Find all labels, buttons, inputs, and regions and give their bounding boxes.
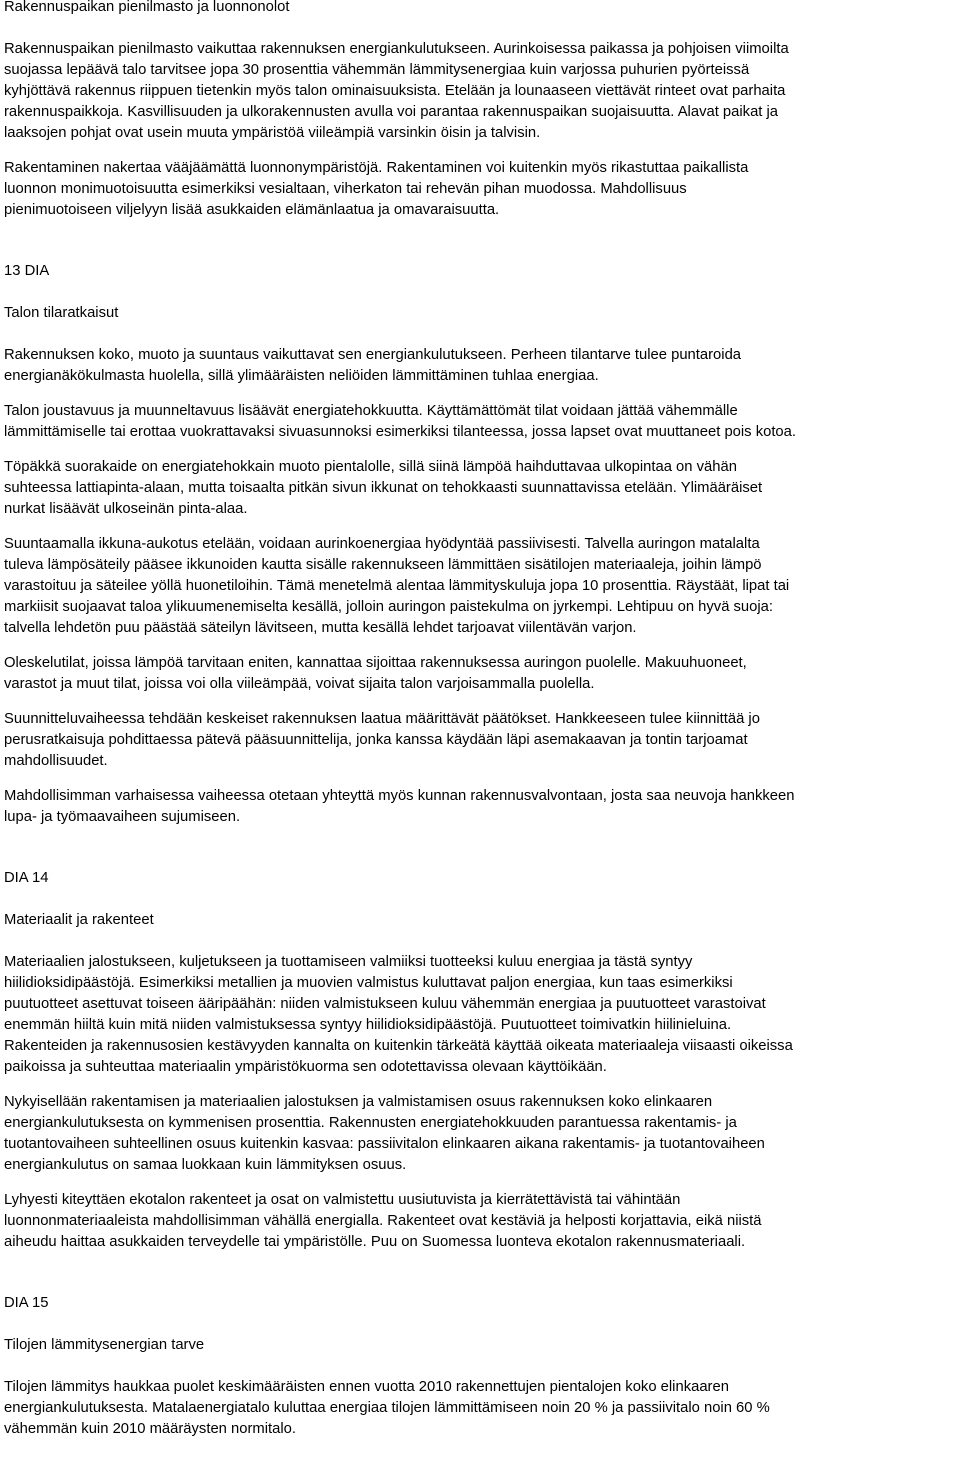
text-line: laaksojen pohjat ovat usein muuta ympäristöä viileämpiä varsinkin öisin ja talvisin. bbox=[4, 125, 541, 141]
spacer bbox=[4, 1078, 944, 1092]
spacer bbox=[4, 324, 944, 345]
text-line: Rakennuspaikan pienilmasto vaikuttaa rakennuksen energiankulutukseen. Aurinkoisessa paikassa ja pohjoisen viimoilta bbox=[4, 41, 789, 57]
text-line: Rakentaminen nakertaa vääjäämättä luonnonympäristöjä. Rakentaminen voi kuitenkin myös rikastuttaa paikallista bbox=[4, 160, 749, 176]
text-line: hiilidioksidipäästöjä. Esimerkiksi metallien ja muovien valmistus kuluttavat paljon energiaa, kun taas esimerkiksi bbox=[4, 975, 733, 991]
text-line: varastot ja muut tilat, joissa voi olla viileämpää, voivat sijaita talon varjoisammalla puolella. bbox=[4, 676, 595, 692]
spacer bbox=[4, 1356, 944, 1377]
paragraph bbox=[4, 653, 944, 695]
text-line: Tilojen lämmitysenergian tarve bbox=[4, 1337, 205, 1353]
text-line: Talon tilaratkaisut bbox=[4, 305, 119, 321]
paragraph bbox=[4, 457, 944, 520]
text-line: energiankulutuksesta. Matalaenergiatalo kuluttaa energiaa tilojen lämmittämiseen noin 20 % ja passiivitalo noin 60 % bbox=[4, 1400, 770, 1416]
spacer bbox=[4, 282, 944, 303]
text-line: vähemmän kuin 2010 määräysten normitalo. bbox=[4, 1421, 296, 1437]
slide-label bbox=[4, 868, 944, 889]
text-line: tuotantovaiheen suhteellinen osuus kuitenkin kasvaa: passiivitalon elinkaaren aikana rakentamis- ja tuotantovaiheen bbox=[4, 1136, 765, 1152]
text-line: suojassa lepäävä talo tarvitsee jopa 30 prosenttia vähemmän lämmitysenergiaa kuin varjossa puhurien pyörteissä bbox=[4, 62, 750, 78]
paragraph bbox=[4, 1377, 944, 1440]
spacer bbox=[4, 639, 944, 653]
paragraph bbox=[4, 1190, 944, 1253]
text-line: Töpäkkä suorakaide on energiatehokkain muoto pientalolle, sillä siinä lämpöä haihduttavaa ulkopintaa on vähän bbox=[4, 459, 737, 475]
section-heading bbox=[4, 910, 944, 931]
text-line: kyhjöttävä rakennus riippuen tietenkin myös talon ominaisuuksista. Etelään ja lounaaseen viettävät rinteet ovat parhaita bbox=[4, 83, 786, 99]
section-heading bbox=[4, 0, 944, 18]
section-heading bbox=[4, 1335, 944, 1356]
section-heading bbox=[4, 303, 944, 324]
text-line: talvella lehdetön puu päästää säteilyn lävitseen, mutta kesällä lehdet tarjoavat viilentävän varjon. bbox=[4, 620, 637, 636]
paragraph bbox=[4, 952, 944, 1078]
text-line: energianäkökulmasta huolella, sillä ylimääräisten neliöiden lämmittäminen tuhlaa energiaa. bbox=[4, 368, 599, 384]
text-line: Nykyisellään rakentamisen ja materiaalien jalostuksen ja valmistamisen osuus rakennuksen koko elinkaaren bbox=[4, 1094, 713, 1110]
text-line: tuleva lämpösäteily pääsee ikkunoiden kautta sisälle rakennukseen lämmittäen sisätilojen materiaaleja, joihin lämpö bbox=[4, 557, 762, 573]
text-line: varastoituu ja säteilee yöllä huonetiloihin. Tämä menetelmä alentaa lämmityskuluja jopa 10 prosenttia. Räystäät, lipat tai bbox=[4, 578, 790, 594]
spacer bbox=[4, 18, 944, 39]
text-line: luonnon monimuotoisuutta esimerkiksi vesialtaan, viherkaton tai rehevän pihan muodossa. Mahdollisuus bbox=[4, 181, 687, 197]
paragraph bbox=[4, 345, 944, 387]
spacer bbox=[4, 695, 944, 709]
text-line: lupa- ja työmaavaiheen sujumiseen. bbox=[4, 809, 241, 825]
text-line: Lyhyesti kiteyttäen ekotalon rakenteet ja osat on valmistettu uusiutuvista ja kierrätettävistä tai vähintään bbox=[4, 1192, 681, 1208]
text-line: perusratkaisuja pohdittaessa pätevä pääsuunnittelija, jonka kanssa käydään läpi asemakaavan ja tontin tarjoamat bbox=[4, 732, 748, 748]
paragraph bbox=[4, 401, 944, 443]
text-line: markiisit suojaavat taloa ylikuumenemiselta kesällä, jolloin auringon paistekulma on jyrkempi. Lehtipuu on hyvä suoja: bbox=[4, 599, 774, 615]
text-line: energiankulutuksesta on kymmenisen prosenttia. Rakennusten energiatehokkuuden parantuessa rakentamis- ja bbox=[4, 1115, 737, 1131]
spacer bbox=[4, 520, 944, 534]
spacer bbox=[4, 387, 944, 401]
paragraph bbox=[4, 786, 944, 828]
text-line: Oleskelutilat, joissa lämpöä tarvitaan eniten, kannattaa sijoittaa rakennuksessa auringon puolelle. Makuuhuoneet, bbox=[4, 655, 747, 671]
text-line: paikoissa ja suhteuttaa materiaalin ympäristökuorma sen odotettavissa olevaan käyttöikään. bbox=[4, 1059, 607, 1075]
text-line: luonnonmateriaaleista mahdollisimman vähällä energialla. Rakenteet ovat kestäviä ja helposti korjattavia, eikä niistä bbox=[4, 1213, 762, 1229]
slide-label bbox=[4, 261, 944, 282]
text-line: rakennuspaikkoja. Kasvillisuuden ja ulkorakennusten avulla voi parantaa rakennuspaikan suojaisuutta. Alavat paikat ja bbox=[4, 104, 779, 120]
spacer bbox=[4, 443, 944, 457]
paragraph bbox=[4, 158, 944, 221]
text-line: Rakennuksen koko, muoto ja suuntaus vaikuttavat sen energiankulutukseen. Perheen tilantarve tulee puntaroida bbox=[4, 347, 742, 363]
paragraph bbox=[4, 1092, 944, 1176]
text-line: Rakenteiden ja rakennusosien kestävyyden kannalta on kuitenkin tärkeätä käyttää oikeata materiaaleja viisaasti oikeissa bbox=[4, 1038, 793, 1054]
text-line: Materiaalien jalostukseen, kuljetukseen ja tuottamiseen valmiiksi tuotteeksi kuluu energiaa ja tästä syntyy bbox=[4, 954, 693, 970]
slide-label bbox=[4, 1293, 944, 1314]
text-line: nurkat lisäävät ulkoseinän pinta-alaa. bbox=[4, 501, 248, 517]
text-line: Tilojen lämmitys haukkaa puolet keskimääräisten ennen vuotta 2010 rakennettujen pientalojen koko elinkaaren bbox=[4, 1379, 729, 1395]
text-line: Rakennuspaikan pienilmasto ja luonnonolot bbox=[4, 0, 290, 15]
text-line: aiheudu haittaa asukkaiden terveydelle tai ympäristölle. Puu on Suomessa luonteva ekotalon rakennusmateriaali. bbox=[4, 1234, 746, 1250]
paragraph bbox=[4, 534, 944, 639]
paragraph bbox=[4, 709, 944, 772]
text-line: pienimuotoiseen viljelyyn lisää asukkaiden elämänlaatua ja omavaraisuutta. bbox=[4, 202, 500, 218]
text-line: energiankulutus on samaa luokkaan kuin lämmityksen osuus. bbox=[4, 1157, 407, 1173]
spacer bbox=[4, 828, 944, 868]
spacer bbox=[4, 221, 944, 261]
text-line: Mahdollisimman varhaisessa vaiheessa otetaan yhteyttä myös kunnan rakennusvalvontaan, josta saa neuvoja hankkeen bbox=[4, 788, 795, 804]
text-line: mahdollisuudet. bbox=[4, 753, 108, 769]
text-line: Materiaalit ja rakenteet bbox=[4, 912, 154, 928]
spacer bbox=[4, 772, 944, 786]
text-line: Talon joustavuus ja muunneltavuus lisäävät energiatehokkuutta. Käyttämättömät tilat voidaan jättää vähemmälle bbox=[4, 403, 738, 419]
text-line: DIA 15 bbox=[4, 1295, 49, 1311]
text-line: DIA 14 bbox=[4, 870, 49, 886]
text-line: 13 DIA bbox=[4, 263, 50, 279]
spacer bbox=[4, 889, 944, 910]
paragraph bbox=[4, 39, 944, 144]
spacer bbox=[4, 931, 944, 952]
spacer bbox=[4, 144, 944, 158]
spacer bbox=[4, 1314, 944, 1335]
text-line: Suunnitteluvaiheessa tehdään keskeiset rakennuksen laatua määrittävät päätökset. Hankkeeseen tulee kiinnittää jo bbox=[4, 711, 760, 727]
spacer bbox=[4, 1176, 944, 1190]
text-line: enemmän hiiltä kuin mitä niiden valmistuksessa syntyy hiilidioksidipäästöjä. Puutuotteet toimivatkin hiilinieluina. bbox=[4, 1017, 732, 1033]
text-line: Suuntaamalla ikkuna-aukotus etelään, voidaan aurinkoenergiaa hyödyntää passiivisesti. Talvella auringon matalalta bbox=[4, 536, 760, 552]
spacer bbox=[4, 1253, 944, 1293]
text-line: lämmittämiselle tai erottaa vuokrattavaksi sivuasunnoksi esimerkiksi tilanteessa, jossa lapset ovat muuttaneet pois kotoa. bbox=[4, 424, 797, 440]
text-line: puutuotteet asettuvat toiseen ääripäähän: niiden valmistukseen kuluu vähemmän energiaa ja puutuotteet varastoivat bbox=[4, 996, 766, 1012]
text-line: suhteessa lattiapinta-alaan, mutta toisaalta pitkän sivun ikkunat on tehokkaasti suunnattavissa etelään. Ylimääräiset bbox=[4, 480, 763, 496]
